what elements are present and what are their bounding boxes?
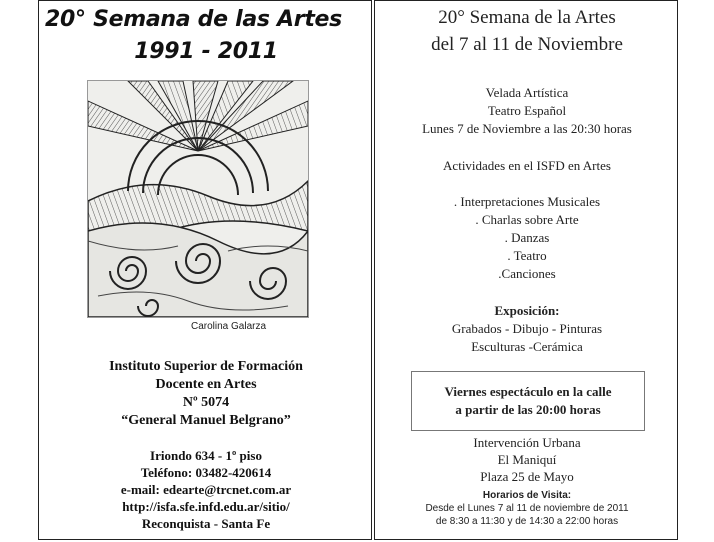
website-line: http://isfa.sfe.infd.edu.ar/sitio/ <box>122 499 290 514</box>
institute-line: “General Manuel Belgrano” <box>121 413 291 428</box>
street-show-box <box>411 371 645 431</box>
address-line: Iriondo 634 - 1º piso <box>150 448 262 463</box>
exhibition-line: Grabados - Dibujo - Pinturas <box>451 321 603 336</box>
institute-line: Docente en Artes <box>155 377 257 392</box>
program-title: 20° Semana de la Artes <box>438 7 616 28</box>
intervention-line: El Maniquí <box>497 452 557 467</box>
phone-line: Teléfono: 03482-420614 <box>140 465 272 480</box>
exhibition-line: Esculturas -Cerámica <box>471 339 583 354</box>
event-title: 20° Semana de las Artes <box>45 7 342 32</box>
velada-line: Lunes 7 de Noviembre a las 20:30 horas <box>422 121 632 136</box>
right-panel <box>374 0 678 540</box>
activity-item: . Teatro <box>507 248 547 263</box>
email-line: e-mail: edearte@trcnet.com.ar <box>120 482 292 497</box>
activity-item: . Charlas sobre Arte <box>475 212 579 227</box>
visiting-hours-heading: Horarios de Visita: <box>482 490 572 501</box>
activity-item: . Interpretaciones Musicales <box>453 194 601 209</box>
artwork-image <box>87 80 309 318</box>
show-line: Viernes espectáculo en la calle <box>444 384 612 399</box>
activity-item: . Danzas <box>504 230 550 245</box>
activity-item: .Canciones <box>498 266 556 281</box>
intervention-line: Plaza 25 de Mayo <box>480 469 574 484</box>
artwork-drawing <box>88 81 308 317</box>
velada-line: Velada Artística <box>485 85 569 100</box>
visiting-hours-line: de 8:30 a 11:30 y de 14:30 a 22:00 horas <box>435 516 619 527</box>
exhibition-heading: Exposición: <box>494 303 560 318</box>
activities-heading: Actividades en el ISFD en Artes <box>443 158 611 173</box>
visiting-hours-line: Desde el Lunes 7 al 11 de noviembre de 2011 <box>425 503 629 514</box>
city-line: Reconquista - Santa Fe <box>141 516 271 531</box>
left-panel <box>38 0 372 540</box>
artwork-caption: Carolina Galarza <box>191 321 267 332</box>
velada-line: Teatro Español <box>487 103 567 118</box>
show-line: a partir de las 20:00 horas <box>455 402 601 417</box>
institute-line: Nº 5074 <box>182 395 230 410</box>
institute-line: Instituto Superior de Formación <box>109 359 303 374</box>
event-years: 1991 - 2011 <box>134 39 278 64</box>
intervention-line: Intervención Urbana <box>473 435 581 450</box>
program-dates: del 7 al 11 de Noviembre <box>431 34 623 55</box>
